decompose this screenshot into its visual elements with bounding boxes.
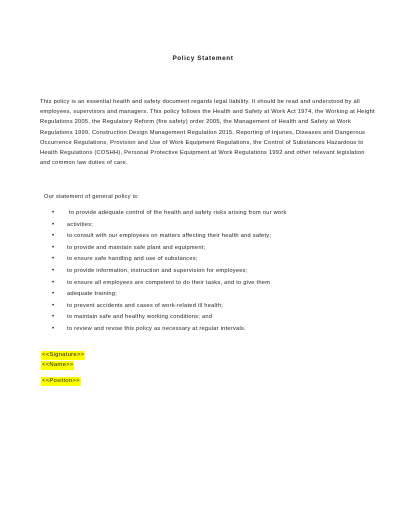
policy-bullet-list — [40, 208, 370, 336]
list-item — [40, 301, 370, 313]
list-item-text: to prevent accidents and cases of work-related ill health; — [67, 302, 224, 309]
list-item — [40, 312, 370, 324]
list-item — [40, 220, 370, 232]
list-item-text: to maintain safe and healthy working conditions; and — [67, 314, 213, 321]
list-item — [40, 278, 370, 290]
intro-paragraph: This policy is an essential health and safety document regards legal liability. It should be read and understood by all employees, supervisors and managers. This policy follows the Health and Safety at Work Act 1974, the Working at Height Regulations 2005, the Regulatory Reform (fire safety) order 2005, the Management of Health and Safety at Work Regulations 1999, Construction Design Management Regulation 2015, Reporting of Injuries, Diseases and Dangerous Occurrence Regulations, Provision and Use of Work Equipment Regulations, the Control of Substances Hazardous to Health Regulations (COSHH), Personal Protective Equipment at Work Regulations 1992 and other relevant legislation and common law duties of care. — [40, 99, 375, 167]
list-item — [40, 243, 370, 255]
bullet-icon: • — [52, 325, 55, 332]
list-item-text: to provide and maintain safe plant and equipment; — [67, 244, 206, 251]
list-item — [40, 266, 370, 278]
bullet-icon: • — [52, 302, 55, 309]
list-item-text: activities; — [67, 221, 94, 228]
statement-heading: Our statement of general policy is: — [44, 194, 140, 200]
list-item-text: to ensure all employees are competent to do their tasks, and to give them — [67, 279, 271, 286]
bullet-icon: • — [52, 221, 55, 228]
bullet-icon: • — [52, 279, 55, 286]
position-placeholder[interactable]: <<Position>> — [42, 378, 80, 384]
list-item — [40, 289, 370, 301]
bullet-icon: • — [52, 291, 55, 298]
list-item-text: to provide information, instruction and supervision for employees; — [67, 267, 248, 274]
list-item-text: to provide adequate control of the health and safety risks arising from our work — [69, 210, 287, 216]
bullet-icon: • — [52, 210, 55, 216]
list-item-text: to consult with our employees on matters affecting their health and safety; — [67, 233, 272, 240]
signature-placeholder[interactable]: <<Signature>> — [42, 352, 85, 358]
bullet-icon: • — [52, 244, 55, 251]
bullet-icon: • — [52, 267, 55, 274]
list-item — [40, 231, 370, 243]
list-item-text: to review and revise this policy as necessary at regular intervals. — [67, 325, 246, 332]
list-item — [40, 208, 370, 220]
name-placeholder[interactable]: <<Name>> — [42, 362, 74, 368]
list-item-text: to ensure safe handling and use of substances; — [67, 256, 198, 263]
list-item-text: adequate training; — [67, 291, 118, 298]
bullet-icon: • — [52, 314, 55, 321]
document-title: Policy Statement — [172, 55, 234, 62]
bullet-icon: • — [52, 233, 55, 240]
list-item — [40, 254, 370, 266]
bullet-icon: • — [52, 256, 55, 263]
list-item — [40, 324, 370, 336]
